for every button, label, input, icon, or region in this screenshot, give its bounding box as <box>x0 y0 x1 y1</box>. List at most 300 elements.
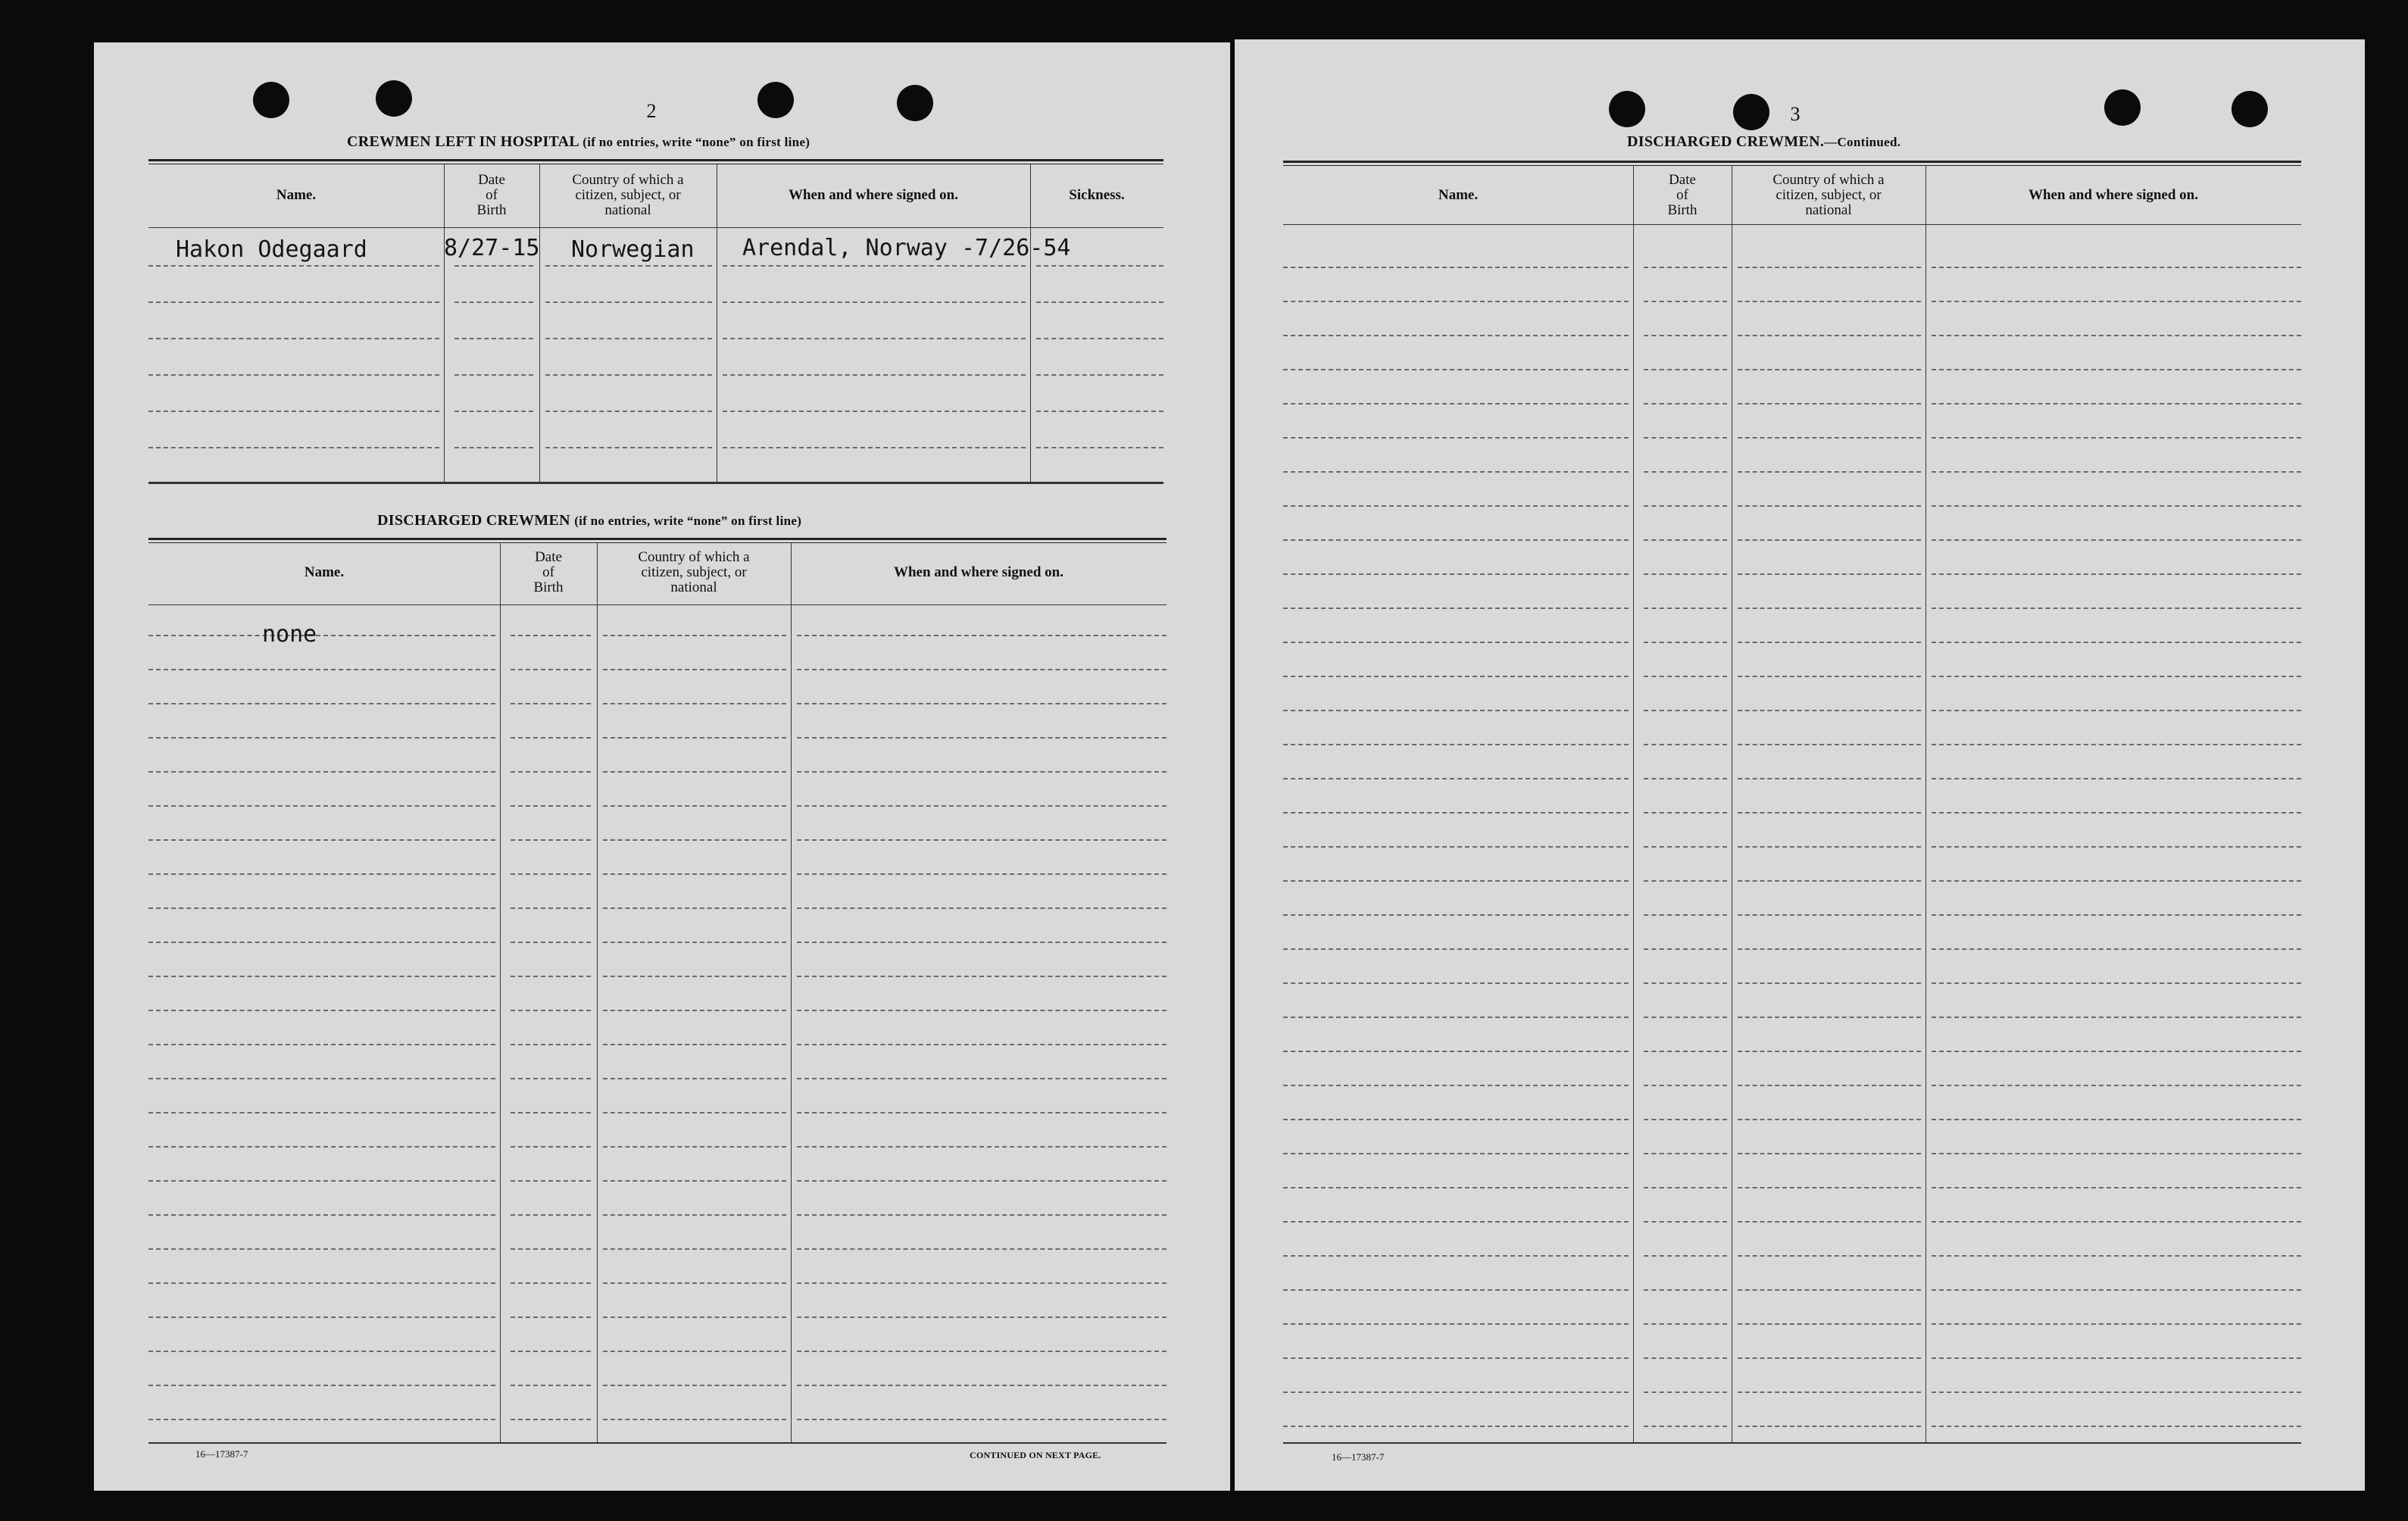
row-rule <box>511 976 591 977</box>
row-rule <box>1738 676 1921 677</box>
row-rule <box>511 805 591 807</box>
row-rule <box>1932 914 2301 916</box>
row-rule <box>511 907 591 909</box>
row-rule <box>1932 1119 2301 1120</box>
row-rule <box>1932 642 2301 643</box>
punch-hole <box>253 82 289 118</box>
row-rule <box>1738 267 1921 268</box>
row-rule <box>603 873 786 875</box>
row-rule <box>797 907 1167 909</box>
row-rule <box>1283 301 1629 302</box>
table-bottom-rule <box>1283 1442 2301 1444</box>
row-rule <box>148 411 439 412</box>
row-rule <box>1644 642 1727 643</box>
row-rule <box>1644 1323 1727 1325</box>
row-rule <box>1932 539 2301 541</box>
entry-name: Hakon Odegaard <box>176 236 367 263</box>
row-rule <box>148 873 495 875</box>
row-rule <box>797 771 1167 773</box>
punch-hole <box>1733 94 1769 130</box>
row-rule <box>148 1316 495 1318</box>
row-rule <box>1738 1085 1921 1086</box>
row-rule <box>603 805 786 807</box>
row-rule <box>1644 1391 1727 1393</box>
row-rule <box>148 907 495 909</box>
row-rule <box>1644 1426 1727 1427</box>
row-rule <box>1932 607 2301 609</box>
row-rule <box>603 771 786 773</box>
row-rule <box>1036 338 1163 339</box>
row-rule <box>1932 1017 2301 1018</box>
row-rule <box>797 976 1167 977</box>
column-divider <box>500 542 501 1442</box>
row-rule <box>603 1044 786 1045</box>
row-rule <box>1283 369 1629 370</box>
row-rule <box>1738 1289 1921 1291</box>
row-rule <box>1036 447 1163 448</box>
row-rule <box>1644 1051 1727 1052</box>
punch-hole <box>2104 89 2141 126</box>
row-rule <box>603 669 786 670</box>
row-rule <box>603 1282 786 1284</box>
row-rule <box>1644 1255 1727 1257</box>
row-rule <box>1738 1391 1921 1393</box>
row-rule <box>148 1248 495 1250</box>
row-rule <box>148 1385 495 1386</box>
row-rule <box>603 1419 786 1420</box>
row-rule <box>1644 1357 1727 1359</box>
row-rule <box>1283 778 1629 779</box>
row-rule <box>511 703 591 704</box>
row-rule <box>797 942 1167 943</box>
row-rule <box>1283 1323 1629 1325</box>
column-header-country: Country of which a citizen, subject, or national <box>638 549 750 595</box>
row-rule <box>1738 1119 1921 1120</box>
row-rule <box>1283 1017 1629 1018</box>
row-rule <box>1932 982 2301 984</box>
row-rule <box>797 1419 1167 1420</box>
row-rule <box>1644 710 1727 711</box>
row-rule <box>1283 846 1629 848</box>
table-bottom-rule <box>148 1442 1167 1444</box>
punch-hole <box>2232 91 2268 127</box>
row-rule <box>1932 812 2301 814</box>
row-rule <box>1283 1221 1629 1223</box>
row-rule <box>1738 539 1921 541</box>
double-rule <box>148 538 1167 543</box>
row-rule <box>1283 948 1629 950</box>
row-rule <box>603 1112 786 1113</box>
row-rule <box>1932 471 2301 473</box>
row-rule <box>1738 1017 1921 1018</box>
row-rule <box>1283 982 1629 984</box>
row-rule <box>1738 914 1921 916</box>
row-rule <box>148 374 439 376</box>
row-rule <box>1644 1119 1727 1120</box>
row-rule <box>1283 1119 1629 1120</box>
row-rule <box>603 942 786 943</box>
row-rule <box>148 1282 495 1284</box>
row-rule <box>148 1419 495 1420</box>
row-rule <box>1283 1255 1629 1257</box>
header-rule <box>148 227 1163 228</box>
row-rule <box>1932 1357 2301 1359</box>
row-rule <box>603 1316 786 1318</box>
row-rule <box>797 1282 1167 1284</box>
row-rule <box>148 265 439 267</box>
column-header-dob: Date of Birth <box>1667 172 1697 218</box>
row-rule <box>511 839 591 841</box>
row-rule <box>511 1010 591 1011</box>
row-rule <box>1283 710 1629 711</box>
row-rule <box>797 635 1167 636</box>
row-rule <box>545 374 712 376</box>
row-rule <box>1738 505 1921 507</box>
row-rule <box>1283 744 1629 745</box>
column-header-signed-on: When and where signed on. <box>893 564 1063 580</box>
row-rule <box>1644 812 1727 814</box>
row-rule <box>1283 1426 1629 1427</box>
hospital-section-title: CREWMEN LEFT IN HOSPITAL (if no entries, write “none” on first line) <box>347 133 810 150</box>
row-rule <box>1644 676 1727 677</box>
row-rule <box>1738 846 1921 848</box>
row-rule <box>148 669 495 670</box>
row-rule <box>454 338 533 339</box>
row-rule <box>1932 710 2301 711</box>
right-page <box>1235 39 2365 1491</box>
row-rule <box>148 703 495 704</box>
row-rule <box>723 338 1026 339</box>
row-rule <box>545 447 712 448</box>
row-rule <box>1644 539 1727 541</box>
row-rule <box>545 338 712 339</box>
column-header-dob: Date of Birth <box>533 549 564 595</box>
row-rule <box>1738 471 1921 473</box>
row-rule <box>797 1385 1167 1386</box>
row-rule <box>1738 403 1921 404</box>
row-rule <box>1932 846 2301 848</box>
row-rule <box>148 737 495 739</box>
table-bottom-rule <box>148 482 1163 484</box>
row-rule <box>1283 642 1629 643</box>
row-rule <box>148 1112 495 1113</box>
discharged-continued-title: DISCHARGED CREWMEN.—Continued. <box>1627 133 1901 150</box>
row-rule <box>1036 265 1163 267</box>
row-rule <box>1932 437 2301 439</box>
row-rule <box>511 1248 591 1250</box>
column-header-dob: Date of Birth <box>476 172 507 218</box>
column-header-sickness: Sickness. <box>1069 187 1125 203</box>
row-rule <box>511 1316 591 1318</box>
row-rule <box>1932 369 2301 370</box>
row-rule <box>1932 403 2301 404</box>
row-rule <box>1283 335 1629 336</box>
row-rule <box>797 1316 1167 1318</box>
row-rule <box>603 1078 786 1079</box>
row-rule <box>1283 471 1629 473</box>
row-rule <box>1738 982 1921 984</box>
row-rule <box>511 1146 591 1148</box>
column-header-signed-on: When and where signed on. <box>788 187 958 203</box>
row-rule <box>1738 1187 1921 1188</box>
row-rule <box>1738 1051 1921 1052</box>
column-header-name: Name. <box>1438 187 1479 203</box>
page-number: 3 <box>1790 103 1801 125</box>
row-rule <box>148 805 495 807</box>
continued-note: CONTINUED ON NEXT PAGE. <box>970 1450 1101 1460</box>
row-rule <box>148 839 495 841</box>
row-rule <box>148 1078 495 1079</box>
row-rule <box>148 771 495 773</box>
row-rule <box>1738 573 1921 575</box>
row-rule <box>148 1351 495 1352</box>
row-rule <box>797 737 1167 739</box>
entry-signed-on: Arendal, Norway -7/26-54 <box>742 235 1071 261</box>
column-divider <box>1030 164 1031 482</box>
row-rule <box>545 411 712 412</box>
row-rule <box>1932 1255 2301 1257</box>
row-rule <box>1644 403 1727 404</box>
row-rule <box>1644 1187 1727 1188</box>
row-rule <box>797 1010 1167 1011</box>
row-rule <box>1283 676 1629 677</box>
row-rule <box>603 1180 786 1182</box>
row-rule <box>797 1112 1167 1113</box>
row-rule <box>511 1351 591 1352</box>
form-number: 16—17387-7 <box>195 1448 248 1460</box>
punch-hole <box>757 82 794 118</box>
punch-hole <box>1609 91 1645 127</box>
column-divider <box>1925 165 1926 1442</box>
row-rule <box>1283 1153 1629 1154</box>
row-rule <box>1283 812 1629 814</box>
entry-country: Norwegian <box>571 236 695 263</box>
column-divider <box>791 542 792 1442</box>
row-rule <box>1932 948 2301 950</box>
row-rule <box>797 1248 1167 1250</box>
row-rule <box>1932 1391 2301 1393</box>
row-rule <box>545 265 712 267</box>
row-rule <box>1738 607 1921 609</box>
row-rule <box>1738 744 1921 745</box>
row-rule <box>1283 914 1629 916</box>
row-rule <box>1283 403 1629 404</box>
row-rule <box>1644 846 1727 848</box>
row-rule <box>1738 1426 1921 1427</box>
punch-hole <box>897 85 933 121</box>
punch-hole <box>376 80 412 117</box>
row-rule <box>723 411 1026 412</box>
row-rule <box>603 1146 786 1148</box>
row-rule <box>1932 267 2301 268</box>
page-number: 2 <box>646 100 657 122</box>
row-rule <box>511 1214 591 1216</box>
form-number: 16—17387-7 <box>1332 1451 1385 1463</box>
row-rule <box>1644 505 1727 507</box>
row-rule <box>1932 335 2301 336</box>
row-rule <box>1932 1187 2301 1188</box>
row-rule <box>1644 369 1727 370</box>
row-rule <box>797 1146 1167 1148</box>
row-rule <box>1283 267 1629 268</box>
row-rule <box>148 942 495 943</box>
row-rule <box>1644 437 1727 439</box>
row-rule <box>1738 948 1921 950</box>
row-rule <box>1644 1289 1727 1291</box>
row-rule <box>148 1010 495 1011</box>
row-rule <box>1644 880 1727 882</box>
row-rule <box>1738 812 1921 814</box>
row-rule <box>1738 369 1921 370</box>
row-rule <box>545 301 712 303</box>
row-rule <box>1932 1289 2301 1291</box>
row-rule <box>603 907 786 909</box>
row-rule <box>1644 607 1727 609</box>
row-rule <box>1644 1085 1727 1086</box>
row-rule <box>1738 1221 1921 1223</box>
row-rule <box>1932 880 2301 882</box>
row-rule <box>1283 1391 1629 1393</box>
row-rule <box>1283 1051 1629 1052</box>
row-rule <box>1644 573 1727 575</box>
double-rule <box>1283 161 2301 166</box>
row-rule <box>511 873 591 875</box>
row-rule <box>148 447 439 448</box>
column-header-name: Name. <box>304 564 345 580</box>
row-rule <box>1932 1051 2301 1052</box>
row-rule <box>454 374 533 376</box>
column-header-country: Country of which a citizen, subject, or national <box>1772 172 1885 218</box>
row-rule <box>603 839 786 841</box>
row-rule <box>797 703 1167 704</box>
row-rule <box>1932 1323 2301 1325</box>
row-rule <box>1283 1187 1629 1188</box>
row-rule <box>1283 1289 1629 1291</box>
row-rule <box>1644 1017 1727 1018</box>
row-rule <box>723 447 1026 448</box>
row-rule <box>1644 301 1727 302</box>
row-rule <box>1932 778 2301 779</box>
row-rule <box>1283 539 1629 541</box>
row-rule <box>603 737 786 739</box>
row-rule <box>1738 1255 1921 1257</box>
row-rule <box>511 1078 591 1079</box>
column-divider <box>597 542 598 1442</box>
row-rule <box>511 1282 591 1284</box>
row-rule <box>148 1146 495 1148</box>
row-rule <box>1738 437 1921 439</box>
row-rule <box>797 1078 1167 1079</box>
row-rule <box>1738 301 1921 302</box>
row-rule <box>148 635 495 636</box>
entry-name: none <box>262 621 317 648</box>
row-rule <box>1644 335 1727 336</box>
row-rule <box>1738 335 1921 336</box>
row-rule <box>723 374 1026 376</box>
row-rule <box>797 839 1167 841</box>
row-rule <box>1932 505 2301 507</box>
row-rule <box>511 771 591 773</box>
row-rule <box>603 703 786 704</box>
row-rule <box>1738 1357 1921 1359</box>
row-rule <box>603 1385 786 1386</box>
column-header-country: Country of which a citizen, subject, or national <box>572 172 684 218</box>
row-rule <box>797 873 1167 875</box>
row-rule <box>603 1214 786 1216</box>
row-rule <box>1644 778 1727 779</box>
row-rule <box>797 669 1167 670</box>
column-header-name: Name. <box>276 187 317 203</box>
row-rule <box>1644 471 1727 473</box>
row-rule <box>1036 411 1163 412</box>
row-rule <box>1932 301 2301 302</box>
row-rule <box>1738 1323 1921 1325</box>
row-rule <box>1644 948 1727 950</box>
row-rule <box>511 1180 591 1182</box>
row-rule <box>148 338 439 339</box>
row-rule <box>454 265 533 267</box>
row-rule <box>148 301 439 303</box>
row-rule <box>1036 301 1163 303</box>
row-rule <box>723 301 1026 303</box>
row-rule <box>1932 1085 2301 1086</box>
row-rule <box>1738 778 1921 779</box>
row-rule <box>148 1044 495 1045</box>
row-rule <box>603 635 786 636</box>
row-rule <box>1283 607 1629 609</box>
row-rule <box>1738 710 1921 711</box>
row-rule <box>1932 1426 2301 1427</box>
row-rule <box>1644 914 1727 916</box>
row-rule <box>797 1351 1167 1352</box>
row-rule <box>511 1112 591 1113</box>
row-rule <box>454 301 533 303</box>
row-rule <box>1283 1357 1629 1359</box>
header-rule <box>1283 224 2301 225</box>
header-rule <box>148 604 1167 605</box>
row-rule <box>603 1248 786 1250</box>
row-rule <box>1283 880 1629 882</box>
row-rule <box>797 1180 1167 1182</box>
row-rule <box>1932 676 2301 677</box>
row-rule <box>797 805 1167 807</box>
row-rule <box>148 1214 495 1216</box>
row-rule <box>511 1044 591 1045</box>
row-rule <box>1644 1153 1727 1154</box>
row-rule <box>1283 505 1629 507</box>
row-rule <box>1932 1221 2301 1223</box>
row-rule <box>1283 437 1629 439</box>
left-page <box>94 42 1230 1491</box>
row-rule <box>511 737 591 739</box>
column-divider <box>1633 165 1634 1442</box>
row-rule <box>1644 1221 1727 1223</box>
row-rule <box>1283 573 1629 575</box>
row-rule <box>1036 374 1163 376</box>
row-rule <box>603 1010 786 1011</box>
row-rule <box>511 635 591 636</box>
row-rule <box>454 447 533 448</box>
row-rule <box>1644 982 1727 984</box>
row-rule <box>1932 573 2301 575</box>
row-rule <box>148 976 495 977</box>
row-rule <box>511 942 591 943</box>
double-rule <box>148 159 1163 164</box>
row-rule <box>1644 744 1727 745</box>
row-rule <box>511 1419 591 1420</box>
row-rule <box>511 1385 591 1386</box>
row-rule <box>603 1351 786 1352</box>
